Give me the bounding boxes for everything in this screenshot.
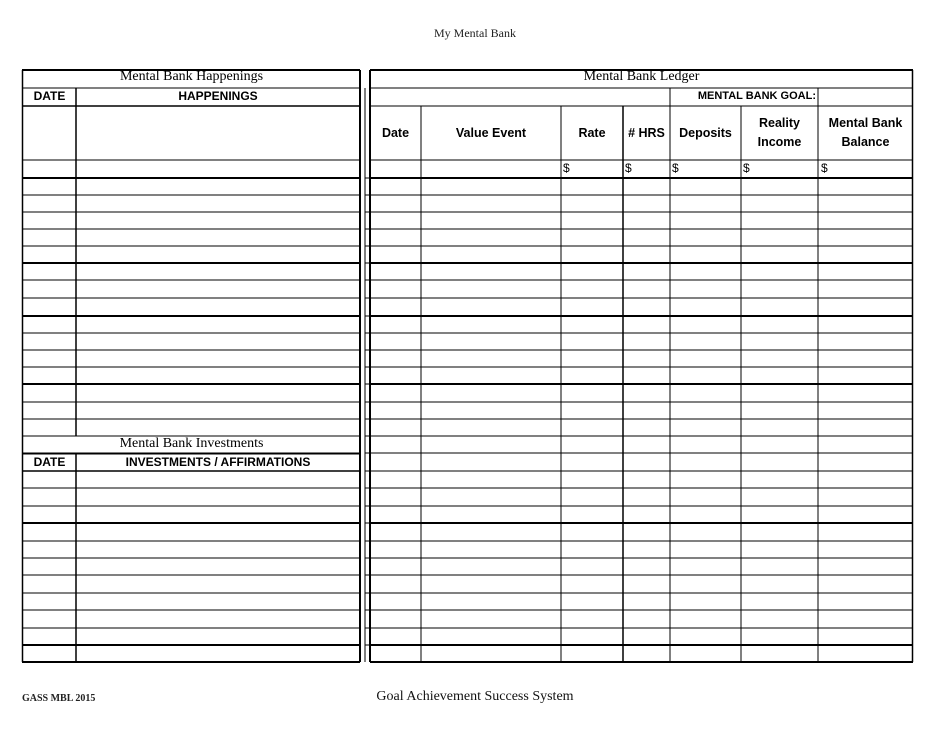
ledger-section-title: Mental Bank Ledger — [583, 69, 700, 84]
ledger-col-reality-line1: Reality — [759, 116, 800, 130]
ledger-col-date: Date — [381, 126, 410, 140]
footer-title: Goal Achievement Success System — [376, 689, 574, 704]
balance-currency-symbol: $ — [821, 161, 828, 175]
investments-header: INVESTMENTS / AFFIRMATIONS — [125, 455, 311, 469]
ledger-col-balance-line1: Mental Bank — [828, 116, 903, 130]
happenings-section-title: Mental Bank Happenings — [119, 69, 264, 84]
ledger-col-rate: Rate — [578, 126, 606, 140]
investments-date-header: DATE — [33, 455, 66, 469]
happenings-date-header: DATE — [33, 89, 66, 103]
document-title: My Mental Bank — [434, 26, 516, 40]
reality-income-currency-symbol: $ — [743, 161, 750, 175]
deposits-currency-symbol: $ — [672, 161, 679, 175]
ledger-col-reality-line2: Income — [757, 135, 802, 149]
ledger-col-deposits: Deposits — [679, 126, 732, 140]
footer-code: GASS MBL 2015 — [22, 693, 96, 704]
hrs-currency-symbol: $ — [625, 161, 632, 175]
happenings-header: HAPPENINGS — [178, 89, 258, 103]
ledger-col-value-event: Value Event — [455, 126, 527, 140]
mental-bank-goal-label: MENTAL BANK GOAL: — [697, 90, 816, 102]
ledger-col-balance-line2: Balance — [841, 135, 890, 149]
ledger-col-hrs: # HRS — [628, 126, 665, 140]
rate-currency-symbol: $ — [563, 161, 570, 175]
investments-section-title: Mental Bank Investments — [119, 436, 264, 451]
